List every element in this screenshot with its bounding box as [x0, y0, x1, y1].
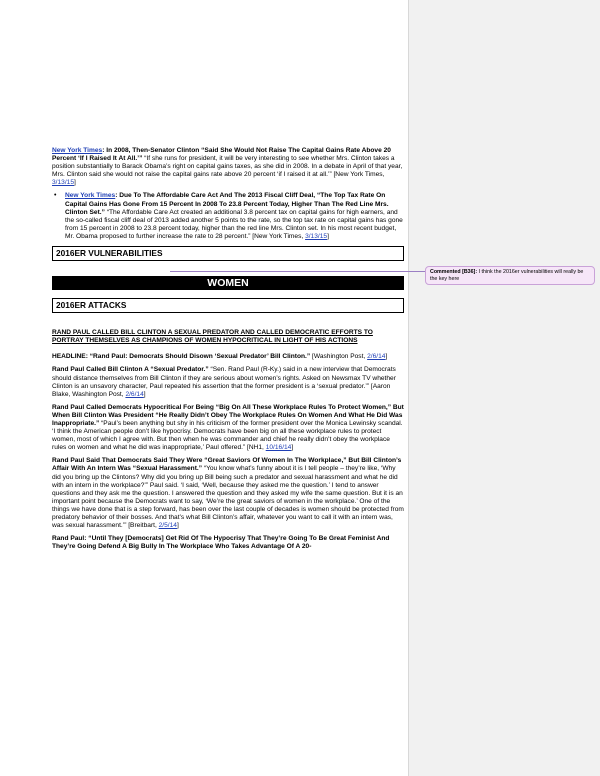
paragraph-body: “Paul’s been anything but shy in his criticism of the former president over the Monica Lewinsky scandal. ‘I think the American people don’t like hypocrisy. Democrats have been big on all these workplace rules to protect women, most of which I agree with. But then when he was commander and chief he really didn’t obey the workplace rules on women and what he did was inappropriate,’ Paul offered.” [NH1, — [52, 419, 403, 452]
source-link-nyt[interactable]: New York Times — [52, 147, 103, 154]
paragraph-hypocrisy — [52, 535, 404, 551]
paragraph-body: “You know what’s funny about it is I tell people – they’re like, ‘Why did you bring up the Clintons? Why did you bring up Bill being such a predator and sexual harassment and what he did with an intern in the workplace?’” Paul said. ‘I said, ‘Well, because they asked me the question.’ I tend to answer questions and they ask me the question. I answered the question and they asked my wife the same question. But it is an important point because the Democrats want to say, ‘We’re the great saviors of women in the workplace.’ One of the things we have done that is a step forward, has been over the last couple of decades is women should be protected from predatory behavior of their bosses. And that’s what Bill Clinton’s affair, whatever you want to call it with an intern was, was sexual harassment.’” [Breitbart, — [52, 465, 404, 530]
comment-author: Commented [B36]: — [430, 269, 478, 275]
paragraph-lead: Rand Paul Said That Democrats Said They Were “Great Saviors Of Women In The Workplace,” But Bill Clinton’s Affair With An Intern Was “Sexual Harassment.” — [52, 457, 402, 473]
paragraph-body: “The Affordable Care Act created an additional 3.8 percent tax on capital gains for high earners, and the so-called fiscal cliff deal of 2013 added another 5 points to the rate, so the top tax rate on capital gains has gone from 15 percent in 2008 to 23.8 percent today, higher than the red line Mrs. Clinton set. In his most recent budget, Mr. Obama proposed to further increase the rate to 28 percent.” [New York Times, — [65, 208, 403, 240]
topic-heading: RAND PAUL CALLED BILL CLINTON A SEXUAL PREDATOR AND CALLED DEMOCRATIC EFFORTS TO PORTRAY THEMSELVES AS CHAMPIONS OF WOMEN HYPOCRITICAL IN LIGHT OF HIS ACTIONS — [52, 329, 373, 345]
comment-text: I think the 2016er vulnerabilities will really be the key here — [430, 269, 584, 282]
paragraph-workplace-rules: Rand Paul Called Democrats Hypocritical For Being “Big On All These Workplace Rules To Protect Women,” But When Bill Clinton Was President “He Really Didn’t Obey The Workplace Rules On Women And What He Did Was Inappropriate.” “Paul’s been anything but shy in his criticism of the former president over the Monica Lewinsky scandal. ‘I think the American people don’t like hypocrisy. Democrats have been big on all these workplace rules to protect women, most of which I agree with. But then when he was commander and chief he really didn’t obey the workplace rules on women and what he did was inappropriate,’ Paul offered.” [NH1, 10/16/14] — [52, 403, 404, 452]
bullet-marker: • — [54, 192, 57, 200]
paragraph-body: “If she runs for president, it will be very interesting to see whether Mrs. Clinton takes a position substantially to Barack Obama’s right on capital gains taxes, as she did in 2008. In a debate in April of that year, Mrs. Clinton said she would not raise the capital gains rate above 20 percent ‘if I raised it at all.’” [New York Times, — [52, 155, 403, 179]
section-heading-vulnerabilities: 2016ER VULNERABILITIES — [52, 246, 404, 261]
source-link-nyt[interactable]: New York Times — [65, 192, 116, 200]
paragraph-lead: Rand Paul Called Bill Clinton A “Sexual Predator.” — [52, 366, 209, 374]
comment-balloon[interactable] — [425, 266, 595, 285]
section-heading-attacks: 2016ER ATTACKS — [52, 298, 404, 313]
bullet-item-nyt-top-rate: • New York Times: Due To The Affordable Care Act And The 2013 Fiscal Cliff Deal, “The Top Tax Rate On Capital Gains Has Gone From 15 Percent In 2008 To 23.8 Percent Today, Higher Than The Red Line Mrs. Clinton Set.” “The Affordable Care Act created an additional 3.8 percent tax on capital gains for high earners, and the so-called fiscal cliff deal of 2013 added another 5 points to the rate, so the top tax rate on capital gains has gone from 15 percent in 2008 to 23.8 percent today, higher than the red line Mrs. Clinton set. In his most recent budget, Mr. Obama proposed to further increase the rate to 28 percent.” [New York Times, 3/13/15] — [54, 192, 403, 240]
citation-link[interactable]: 2/6/14 — [367, 353, 386, 361]
paragraph-body: “Sen. Rand Paul (R-Ky.) said in a new interview that Democrats should distance themselves from Bill Clinton if they are serious about women’s rights. Asked on Newsmax TV whether Clinton is an unsavory character, Paul repeated his assertion that the former president is a ‘sexual predator.’” [Aaron Blake, Washington Post, — [52, 366, 396, 398]
paragraph-great-saviors: Rand Paul Said That Democrats Said They Were “Great Saviors Of Women In The Workplace,” But Bill Clinton’s Affair With An Intern Was “Sexual Harassment.” “You know what’s funny about it is I tell people – they’re like, ‘Why did you bring up the Clintons? Why did you bring up Bill being such a predator and sexual harassment and what he did with an intern in the workplace?’” Paul said. ‘I said, ‘Well, because they asked me the question.’ I tend to answer questions and they ask me the question. I answered the question and they asked my wife the same question. But it is an important point because the Democrats want to say, ‘We’re the great saviors of women in the workplace.’ One of the things we have done that is a step forward, has been over the last couple of decades is women should be protected from predatory behavior of their bosses. And that’s what Bill Clinton’s affair, whatever you want to call it with an intern was, was sexual harassment.’” [Breitbart, 2/5/14] — [52, 457, 404, 530]
citation-link[interactable]: 3/13/15 — [52, 179, 74, 187]
paragraph-headline: HEADLINE: “Rand Paul: Democrats Should Disown ‘Sexual Predator’ Bill Clinton.” [Washington Post, 2/6/14] — [52, 353, 388, 361]
paragraph-lead: : In 2008, Then-Senator Clinton “Said She Would Not Raise The Capital Gains Rate Above 20 Percent ‘If I Raised It At All.’” — [52, 147, 391, 163]
paragraph-body: [Washington Post, — [310, 353, 368, 361]
citation-link[interactable]: 2/6/14 — [125, 390, 144, 398]
citation-link[interactable]: 2/5/14 — [158, 522, 177, 530]
section-band-women: WOMEN — [52, 276, 404, 290]
paragraph-sexual-predator: Rand Paul Called Bill Clinton A “Sexual Predator.” “Sen. Rand Paul (R-Ky.) said in a new interview that Democrats should distance themselves from Bill Clinton if they are serious about women’s rights. Asked on Newsmax TV whether Clinton is an unsavory character, Paul repeated his assertion that the former president is a ‘sexual predator.’” [Aaron Blake, Washington Post, 2/6/14] — [52, 366, 396, 398]
paragraph-lead: HEADLINE: “Rand Paul: Democrats Should Disown ‘Sexual Predator’ Bill Clinton.” — [52, 353, 311, 361]
paragraph-nyt-capital-gains: New York Times: In 2008, Then-Senator Clinton “Said She Would Not Raise The Capital Gains Rate Above 20 Percent ‘If I Raised It At All.’” “If she runs for president, it will be very interesting to see whether Mrs. Clinton takes a position substantially to Barack Obama’s right on capital gains taxes, as she did in 2008. In a debate in April of that year, Mrs. Clinton said she would not raise the capital gains rate above 20 percent ‘if I raised it at all.’” [New York Times, 3/13/15] — [52, 147, 403, 187]
paragraph-lead: : Due To The Affordable Care Act And The 2013 Fiscal Cliff Deal, “The Top Tax Rate On Capital Gains Has Gone From 15 Percent In 2008 To 23.8 Percent Today, Higher Than The Red Line Mrs. Clinton Set.” — [65, 192, 389, 216]
comment-anchor-line — [170, 271, 426, 272]
citation-link[interactable]: 10/16/14 — [265, 444, 292, 452]
comments-margin-pane — [408, 0, 600, 776]
paragraph-lead: Rand Paul: “Until They [Democrats] Get Rid Of The Hypocrisy That They’re Going To Be Great Feminist And They’re Going Defend A Big Bully In The Workplace Who Takes Advantage Of A 20- — [52, 535, 390, 551]
paragraph-lead: Rand Paul Called Democrats Hypocritical For Being “Big On All These Workplace Rules To Protect Women,” But When Bill Clinton Was President “He Really Didn’t Obey The Workplace Rules On Women And What He Did Was Inappropriate.” — [52, 403, 404, 427]
document-body — [52, 147, 404, 556]
citation-link[interactable]: 3/13/15 — [305, 232, 328, 240]
